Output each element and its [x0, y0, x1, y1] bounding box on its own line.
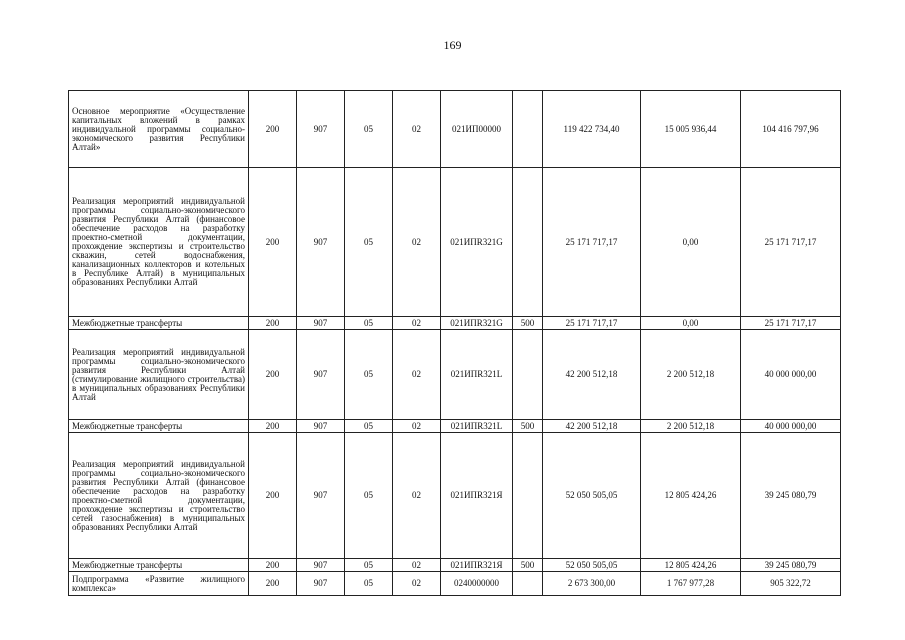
- name-cell: Реализация мероприятий индивидуальной программы социально-экономического развития Республики Алтай (стимулирование жилищного строительства) в муниципальных образованиях Республики Алтай: [69, 330, 249, 420]
- expense-type-cell: 500: [513, 317, 543, 330]
- amount-federal-cell: 25 171 717,17: [741, 168, 841, 317]
- amount-regional-cell: 12 805 424,26: [641, 433, 741, 559]
- table-row: [69, 559, 841, 572]
- expense-type-cell: [513, 433, 543, 559]
- target-article-cell: 021ИПR321Я: [441, 559, 513, 572]
- grbs-code-cell: 907: [297, 433, 345, 559]
- table-row: [69, 317, 841, 330]
- table-row: [69, 433, 841, 559]
- target-article-cell: 021ИПR321Я: [441, 433, 513, 559]
- amount-regional-cell: 2 200 512,18: [641, 420, 741, 433]
- expense-type-cell: 500: [513, 420, 543, 433]
- admin-code-cell: 200: [249, 420, 297, 433]
- grbs-code-cell: 907: [297, 168, 345, 317]
- grbs-code-cell: 907: [297, 317, 345, 330]
- amount-regional-cell: 15 005 936,44: [641, 91, 741, 168]
- target-article-cell: 0240000000: [441, 572, 513, 596]
- subsection-code-cell: 02: [393, 168, 441, 317]
- amount-regional-cell: 1 767 977,28: [641, 572, 741, 596]
- table-row: [69, 330, 841, 420]
- amount-federal-cell: 104 416 797,96: [741, 91, 841, 168]
- name-cell: Межбюджетные трансферты: [69, 317, 249, 330]
- name-cell: Основное мероприятие «Осуществление капитальных вложений в рамках индивидуальной программы социально-экономического развития Республики Алтай»: [69, 91, 249, 168]
- amount-federal-cell: 905 322,72: [741, 572, 841, 596]
- target-article-cell: 021ИПR321G: [441, 317, 513, 330]
- admin-code-cell: 200: [249, 317, 297, 330]
- admin-code-cell: 200: [249, 559, 297, 572]
- table-row: [69, 91, 841, 168]
- expense-type-cell: 500: [513, 559, 543, 572]
- amount-regional-cell: 2 200 512,18: [641, 330, 741, 420]
- expense-type-cell: [513, 330, 543, 420]
- amount-total-cell: 119 422 734,40: [543, 91, 641, 168]
- table-row: [69, 572, 841, 596]
- amount-federal-cell: 40 000 000,00: [741, 420, 841, 433]
- target-article-cell: 021ИПR321L: [441, 330, 513, 420]
- name-cell: Межбюджетные трансферты: [69, 559, 249, 572]
- expense-type-cell: [513, 91, 543, 168]
- name-cell: Подпрограмма «Развитие жилищного комплекса»: [69, 572, 249, 596]
- subsection-code-cell: 02: [393, 420, 441, 433]
- amount-total-cell: 42 200 512,18: [543, 420, 641, 433]
- amount-total-cell: 25 171 717,17: [543, 317, 641, 330]
- amount-total-cell: 52 050 505,05: [543, 559, 641, 572]
- amount-federal-cell: 39 245 080,79: [741, 559, 841, 572]
- subsection-code-cell: 02: [393, 572, 441, 596]
- subsection-code-cell: 02: [393, 433, 441, 559]
- expense-type-cell: [513, 168, 543, 317]
- section-code-cell: 05: [345, 168, 393, 317]
- admin-code-cell: 200: [249, 572, 297, 596]
- amount-regional-cell: 12 805 424,26: [641, 559, 741, 572]
- amount-federal-cell: 25 171 717,17: [741, 317, 841, 330]
- amount-federal-cell: 40 000 000,00: [741, 330, 841, 420]
- section-code-cell: 05: [345, 91, 393, 168]
- name-cell: Межбюджетные трансферты: [69, 420, 249, 433]
- admin-code-cell: 200: [249, 91, 297, 168]
- expense-type-cell: [513, 572, 543, 596]
- subsection-code-cell: 02: [393, 317, 441, 330]
- grbs-code-cell: 907: [297, 330, 345, 420]
- amount-total-cell: 52 050 505,05: [543, 433, 641, 559]
- target-article-cell: 021ИП00000: [441, 91, 513, 168]
- amount-regional-cell: 0,00: [641, 168, 741, 317]
- budget-table: [68, 90, 841, 596]
- section-code-cell: 05: [345, 433, 393, 559]
- amount-federal-cell: 39 245 080,79: [741, 433, 841, 559]
- name-cell: Реализация мероприятий индивидуальной программы социально-экономического развития Республики Алтай (финансовое обеспечение расходов на разработку проектно-сметной документации, прохождение экспертизы и строительство скважин, сетей водоснабжения, канализационных коллекторов и котельных в Республике Алтай) в муниципальных образованиях Республики Алтай: [69, 168, 249, 317]
- section-code-cell: 05: [345, 572, 393, 596]
- amount-regional-cell: 0,00: [641, 317, 741, 330]
- section-code-cell: 05: [345, 317, 393, 330]
- table-row: [69, 420, 841, 433]
- target-article-cell: 021ИПR321L: [441, 420, 513, 433]
- amount-total-cell: 25 171 717,17: [543, 168, 641, 317]
- table-row: [69, 168, 841, 317]
- grbs-code-cell: 907: [297, 91, 345, 168]
- target-article-cell: 021ИПR321G: [441, 168, 513, 317]
- amount-total-cell: 42 200 512,18: [543, 330, 641, 420]
- subsection-code-cell: 02: [393, 330, 441, 420]
- grbs-code-cell: 907: [297, 559, 345, 572]
- subsection-code-cell: 02: [393, 91, 441, 168]
- subsection-code-cell: 02: [393, 559, 441, 572]
- admin-code-cell: 200: [249, 168, 297, 317]
- amount-total-cell: 2 673 300,00: [543, 572, 641, 596]
- name-cell: Реализация мероприятий индивидуальной программы социально-экономического развития Республики Алтай (финансовое обеспечение расходов на разработку проектно-сметной документации, прохождение экспертизы и строительство сетей газоснабжения) в муниципальных образованиях Республики Алтай: [69, 433, 249, 559]
- section-code-cell: 05: [345, 420, 393, 433]
- grbs-code-cell: 907: [297, 420, 345, 433]
- section-code-cell: 05: [345, 559, 393, 572]
- page-number: 169: [443, 38, 462, 52]
- section-code-cell: 05: [345, 330, 393, 420]
- admin-code-cell: 200: [249, 330, 297, 420]
- grbs-code-cell: 907: [297, 572, 345, 596]
- admin-code-cell: 200: [249, 433, 297, 559]
